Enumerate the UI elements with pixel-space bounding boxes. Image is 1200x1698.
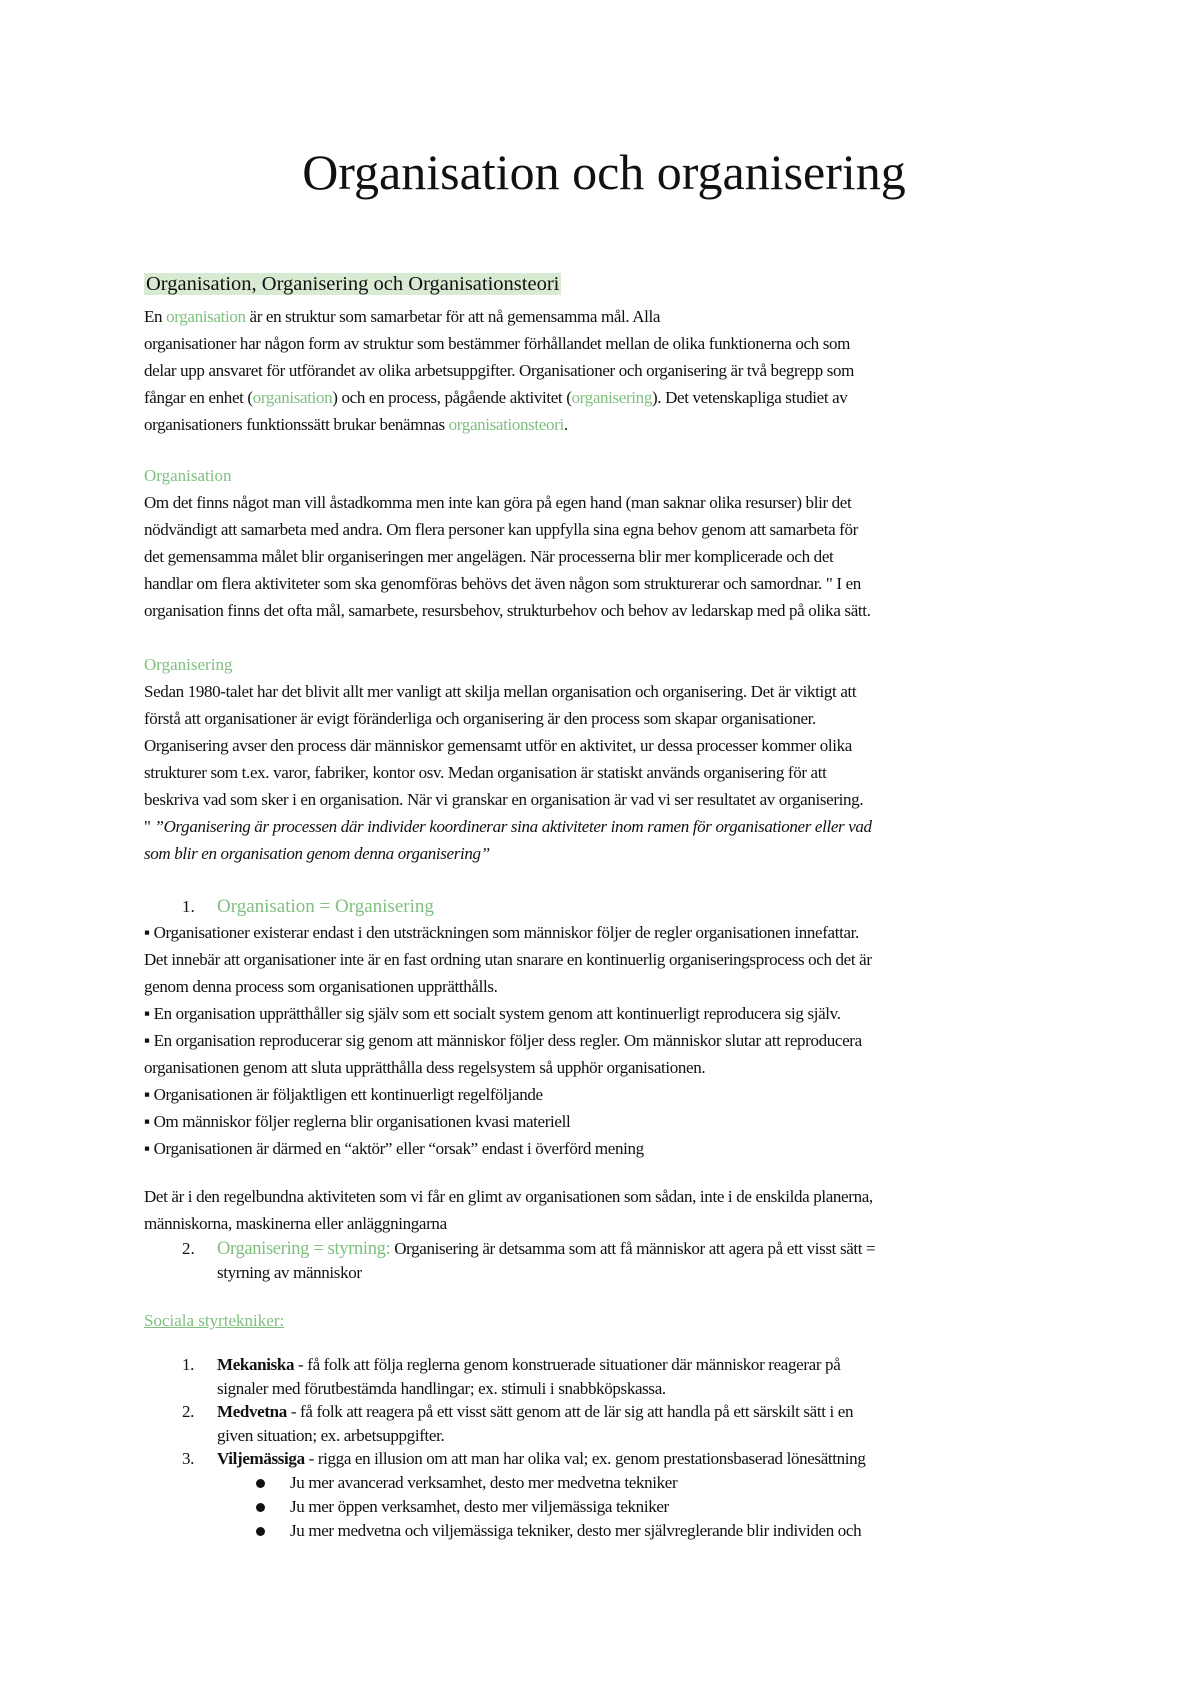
social-item-text: - få folk att reagera på ett visst sätt genom att de lär sig att handla på ett särskilt sätt i en — [286, 1402, 854, 1421]
bullet-dot-icon — [256, 1479, 265, 1488]
organisation-line: nödvändigt att samarbeta med andra. Om flera personer kan uppfylla sina egna behov genom att samarbeta för — [144, 520, 858, 539]
social-bullet-text: Ju mer medvetna och viljemässiga tekniker, desto mer självreglerande blir individen och — [290, 1521, 862, 1540]
item-1-line: ▪ En organisation reproducerar sig genom att människor följer dess regler. Om människor slutar att reproducera — [144, 1031, 862, 1050]
intro-text: organisationers funktionssätt brukar benämnas — [144, 415, 449, 434]
organisering-quote-line-2: som blir en organisation genom denna organisering” — [144, 844, 490, 863]
intro-line-3: delar upp ansvaret för utförandet av olika arbetsuppgifter. Organisationer och organisering är två begrepp som — [144, 361, 855, 380]
quote-prefix: " — [144, 817, 155, 836]
closing-line-2: människorna, maskinerna eller anläggningarna — [144, 1214, 447, 1233]
intro-line-5 — [144, 411, 854, 438]
item-1-number: 1. — [182, 897, 195, 916]
organisation-line: det gemensamma målet blir organiseringen mer angelägen. När processerna blir mer komplicerade och det — [144, 547, 834, 566]
bullet-dot-icon — [256, 1527, 265, 1536]
item-2-line-2: styrning av människor — [217, 1263, 362, 1282]
social-item-line-2: given situation; ex. arbetsuppgifter. — [217, 1426, 445, 1445]
organisering-quote-line-1 — [144, 813, 872, 840]
organisering-line: förstå att organisationer är evigt föränderliga och organisering är den process som skapar organisationer. — [144, 709, 816, 728]
intro-text: fångar en enhet ( — [144, 388, 253, 407]
social-item-text: - få folk att följa reglerna genom konstruerade situationer där människor reagerar på — [294, 1355, 841, 1374]
social-item-text: - rigga en illusion om att man har olika val; ex. genom prestationsbaserad lönesättning — [304, 1449, 866, 1468]
item-1-line: ▪ Om människor följer reglerna blir organisationen kvasi materiell — [144, 1112, 571, 1131]
social-item-line-2: signaler med förutbestämda handlingar; ex. stimuli i snabbköpskassa. — [217, 1379, 666, 1398]
organisering-heading: Organisering — [144, 655, 233, 674]
intro-text: En — [144, 307, 167, 326]
organisering-line: Organisering avser den process där människor gemensamt utför en aktivitet, ur dessa processer kommer olika — [144, 736, 853, 755]
closing-line-1: Det är i den regelbundna aktiviteten som vi får en glimt av organisationen som sådan, inte i de enskilda planerna, — [144, 1187, 873, 1206]
social-heading: Sociala styrtekniker: — [144, 1311, 285, 1330]
organisation-section — [144, 462, 871, 624]
intro-text: . — [563, 415, 568, 434]
social-item-line-1 — [217, 1447, 865, 1471]
term-organisation: organisation — [252, 388, 333, 407]
term-organisation: organisation — [166, 307, 246, 326]
term-organisering: organisering — [571, 388, 652, 407]
intro-text: ). Det vetenskapliga studiet av — [651, 388, 848, 407]
social-bullet-text: Ju mer öppen verksamhet, desto mer viljemässiga tekniker — [290, 1497, 669, 1516]
item-1-line: Det innebär att organisationer inte är en fast ordning utan snarare en kontinuerlig organiseringsprocess och det är — [144, 950, 872, 969]
organisering-line: strukturer som t.ex. varor, fabriker, kontor osv. Medan organisation är statiskt används organisering för att — [144, 763, 827, 782]
item-1-line: ▪ Organisationen är därmed en “aktör” eller “orsak” endast i överförd mening — [144, 1139, 644, 1158]
social-bullet-text: Ju mer avancerad verksamhet, desto mer medvetna tekniker — [290, 1473, 678, 1492]
intro-paragraph — [144, 303, 854, 438]
social-item-number: 1. — [182, 1355, 195, 1374]
social-item-term: Mekaniska — [217, 1355, 295, 1374]
intro-text: är en struktur som samarbetar för att nå gemensamma mål. Alla — [245, 307, 661, 326]
item-1-heading: Organisation = Organisering — [217, 896, 434, 917]
social-item-term: Viljemässiga — [217, 1449, 305, 1468]
organisering-line: Sedan 1980-talet har det blivit allt mer vanligt att skilja mellan organisation och organisering. Det är viktigt att — [144, 682, 857, 701]
item-1-body — [144, 919, 872, 1162]
social-item-line-1 — [217, 1353, 840, 1377]
intro-text: ) och en process, pågående aktivitet ( — [332, 388, 572, 407]
organisation-heading: Organisation — [144, 466, 232, 485]
item-1-line: ▪ Organisationer existerar endast i den utsträckningen som människor följer de regler organisationen innefattar. — [144, 923, 859, 942]
intro-line-1 — [144, 303, 854, 330]
quote-text: ”Organisering är processen där individer koordinerar sina aktiviteter inom ramen för organisationer eller vad — [154, 817, 872, 836]
item-2-number: 2. — [182, 1239, 195, 1258]
social-item-term: Medvetna — [217, 1402, 287, 1421]
social-item-number: 3. — [182, 1449, 195, 1468]
item-1-line: genom denna process som organisationen upprätthålls. — [144, 977, 498, 996]
social-item-number: 2. — [182, 1402, 195, 1421]
item-2-text: Organisering är detsamma som att få människor att agera på ett visst sätt = — [390, 1239, 876, 1258]
page-title: Organisation och organisering — [302, 144, 906, 200]
organisation-line: handlar om flera aktiviteter som ska genomföras behövs det även någon som strukturerar och samordnar. " I en — [144, 574, 861, 593]
item-1-line: ▪ Organisationen är följaktligen ett kontinuerligt regelföljande — [144, 1085, 543, 1104]
organisering-line: beskriva vad som sker i en organisation. När vi granskar en organisation är vad vi ser resultatet av organisering. — [144, 790, 864, 809]
bullet-dot-icon — [256, 1503, 265, 1512]
section-heading — [144, 271, 561, 298]
section-heading-text: Organisation, Organisering och Organisationsteori — [146, 273, 560, 295]
closing-paragraph — [144, 1183, 873, 1237]
item-1-line: ▪ En organisation upprätthåller sig själv som ett socialt system genom att kontinuerligt reproducera sig själv. — [144, 1004, 841, 1023]
term-organisationsteori: organisationsteori — [448, 415, 564, 434]
organisation-line: organisation finns det ofta mål, samarbete, resursbehov, strukturbehov och behov av ledarskap med på olika sätt. — [144, 601, 871, 620]
organisation-line: Om det finns något man vill åstadkomma men inte kan göra på egen hand (man saknar olika resurser) blir det — [144, 493, 852, 512]
item-1-line: organisationen genom att sluta upprätthålla dess regelsystem så upphör organisationen. — [144, 1058, 706, 1077]
intro-line-2: organisationer har någon form av struktur som bestämmer förhållandet mellan de olika funktionerna och som — [144, 334, 851, 353]
organisering-section — [144, 651, 872, 867]
item-2-line-1 — [217, 1237, 875, 1261]
intro-line-4 — [144, 384, 854, 411]
social-item-line-1 — [217, 1400, 853, 1424]
social-heading-row — [144, 1307, 284, 1334]
item-2-heading: Organisering = styrning: — [217, 1239, 391, 1259]
